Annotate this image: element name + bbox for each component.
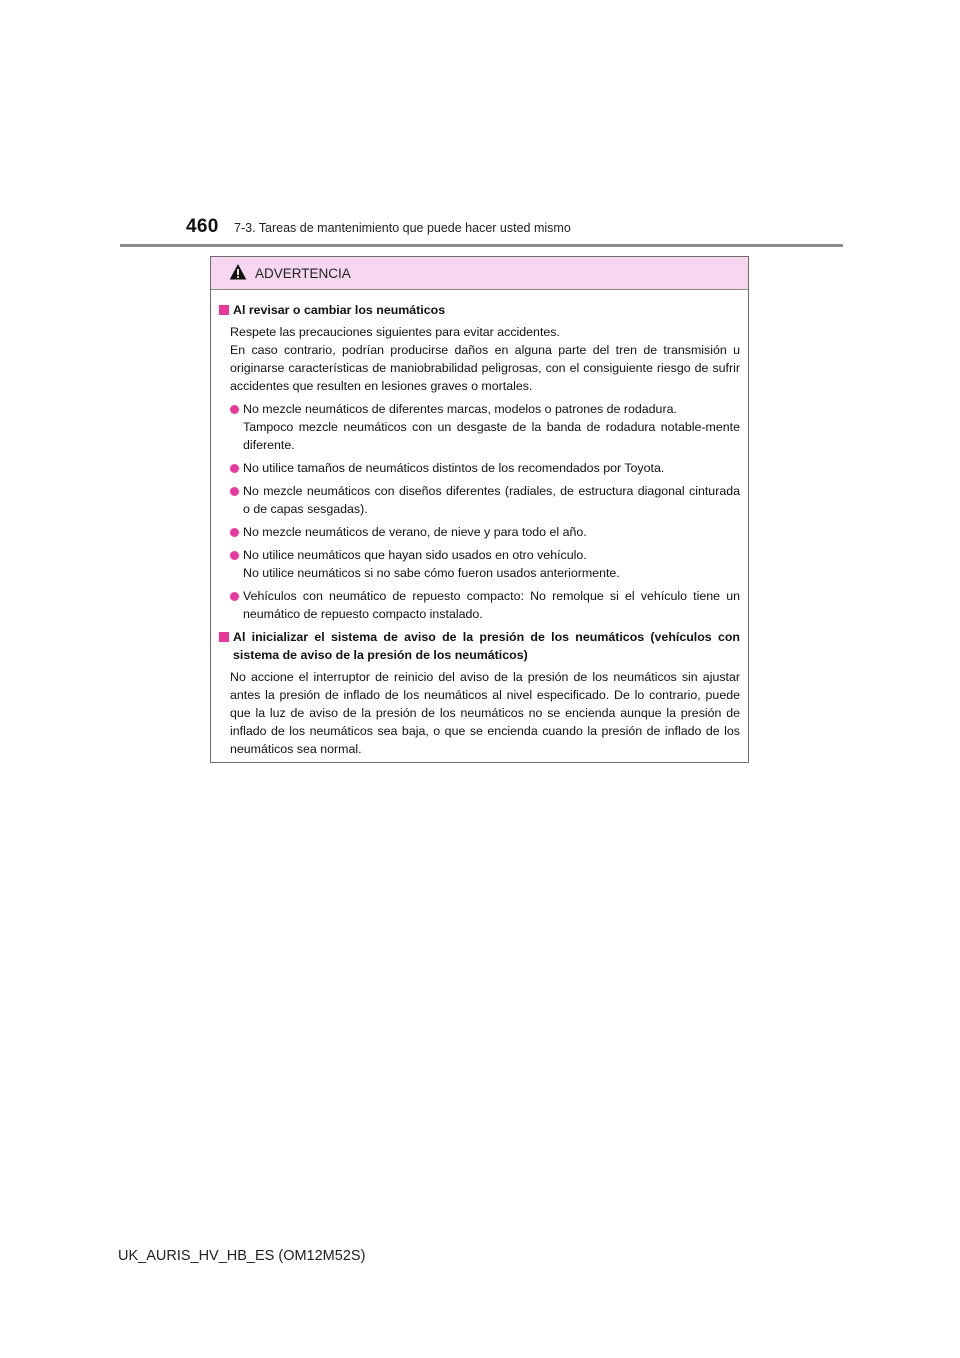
list-item: No mezcle neumáticos de verano, de nieve y para todo el año. (230, 523, 740, 541)
warning-title: ADVERTENCIA (255, 265, 351, 281)
circle-bullet-icon (230, 405, 239, 414)
section-title: 7-3. Tareas de mantenimiento que puede hacer usted mismo (234, 221, 571, 235)
square-bullet-icon (219, 305, 229, 315)
warning-box (210, 256, 749, 763)
warning-body (211, 290, 748, 758)
list-item: No utilice neumáticos que hayan sido usados en otro vehículo. No utilice neumáticos si no sabe cómo fueron usados anteriormente. (230, 546, 740, 582)
warning-header (211, 257, 748, 290)
header-divider (120, 244, 843, 247)
circle-bullet-icon (230, 551, 239, 560)
circle-bullet-icon (230, 592, 239, 601)
list-item: No mezcle neumáticos de diferentes marcas, modelos o patrones de rodadura. Tampoco mezcle neumáticos con un desgaste de la banda de rodadura notable-mente diferente. (230, 400, 740, 454)
list-item: No utilice tamaños de neumáticos distintos de los recomendados por Toyota. (230, 459, 740, 477)
circle-bullet-icon (230, 464, 239, 473)
page-number: 460 (186, 216, 219, 237)
section-heading: Al revisar o cambiar los neumáticos (219, 301, 740, 319)
circle-bullet-icon (230, 487, 239, 496)
list-item: Vehículos con neumático de repuesto compacto: No remolque si el vehículo tiene un neumático de repuesto compacto instalado. (230, 587, 740, 623)
warning-triangle-icon (229, 263, 247, 281)
circle-bullet-icon (230, 528, 239, 537)
intro-paragraph: No accione el interruptor de reinicio del aviso de la presión de los neumáticos sin ajustar antes la presión de inflado de los neumáticos al nivel especificado. De lo contrario, puede que la luz de aviso de la presión de los neumáticos no se encienda aunque la presión de inflado de los neumáticos sea baja, o que se encienda cuando la presión de inflado de los neumáticos sea normal. (230, 670, 740, 756)
square-bullet-icon (219, 632, 229, 642)
list-item: No mezcle neumáticos con diseños diferentes (radiales, de estructura diagonal cinturada o de capas sesgadas). (230, 482, 740, 518)
intro-paragraph: Respete las precauciones siguientes para evitar accidentes. En caso contrario, podrían producirse daños en alguna parte del tren de transmisión u originarse características de maniobrabilidad peligrosas, con el consiguiente riesgo de sufrir accidentes que resulten en lesiones graves o mortales. (230, 325, 740, 393)
section-heading: Al inicializar el sistema de aviso de la presión de los neumáticos (vehículos con sistema de aviso de la presión de los neumáticos) (219, 628, 740, 664)
document-code: UK_AURIS_HV_HB_ES (OM12M52S) (118, 1248, 366, 1264)
